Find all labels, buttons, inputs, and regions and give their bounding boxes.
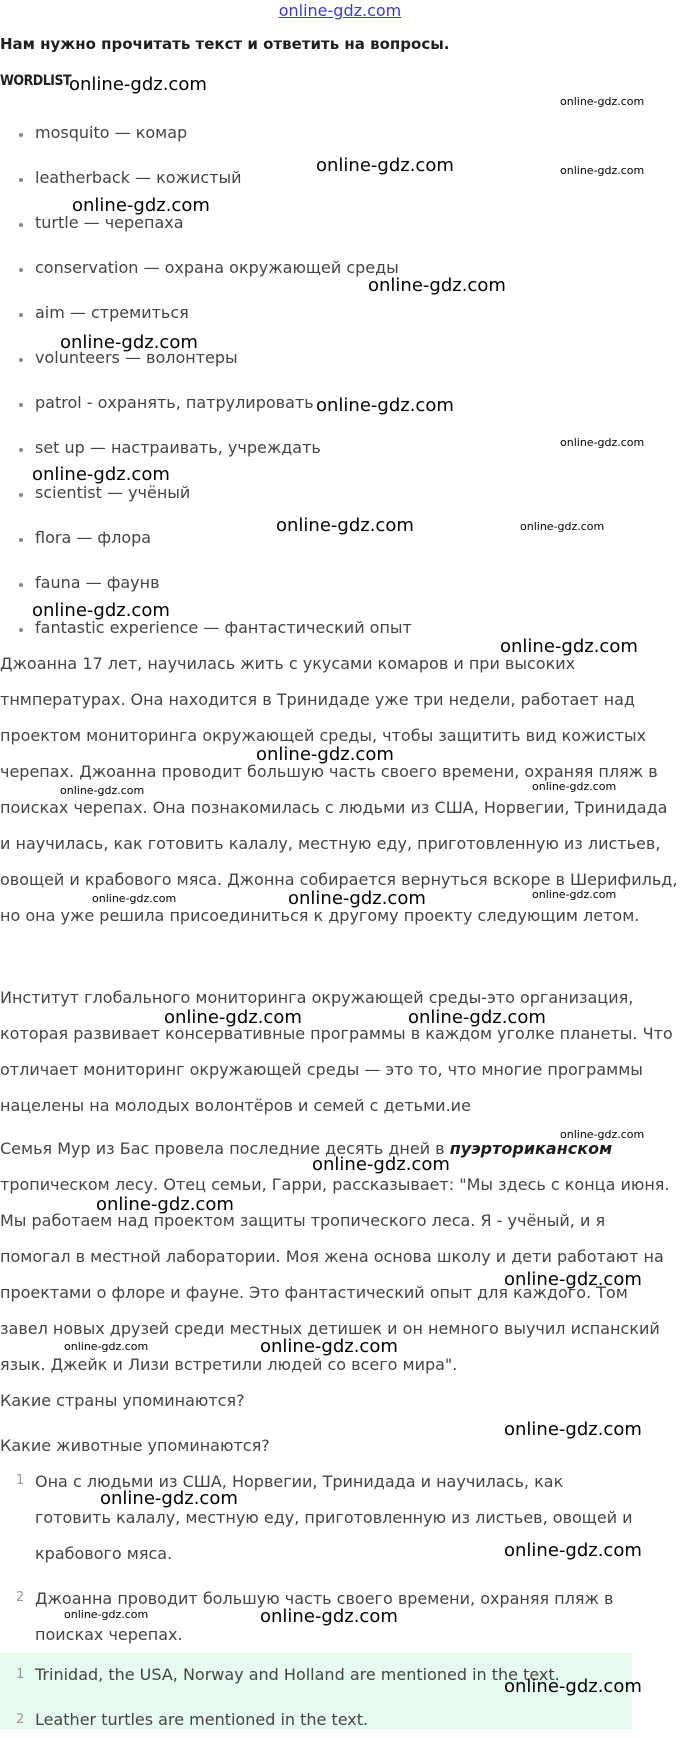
watermark: online-gdz.com [504,1269,642,1290]
watermark: online-gdz.com [260,1336,398,1357]
quote-text: Джоанна проводит большую часть своего времени, охраняя пляж в поисках черепах. [35,1589,614,1644]
watermark: online-gdz.com [260,1606,398,1627]
watermark: online-gdz.com [276,515,414,536]
paragraph-text: тропическом лесу. Отец семьи, Гарри, рассказывает: "Мы здесь с конца июня. Мы работаем над проектом защиты тропического леса. Я - учёный, и я помогал в местной лаборатории. Моя жена основа школу и дети работают на проектами о флоре и фауне. Это фантастический опыт для каждого. Том завел новых друзей среди местных детишек и он немного выучил испанский язык. Джейк и Лизи встретили людей со всего мира". [0,1175,670,1374]
watermark: online-gdz.com [60,332,198,353]
watermark: online-gdz.com [256,744,394,765]
watermark: online-gdz.com [316,395,454,416]
watermark: online-gdz.com [316,155,454,176]
watermark: online-gdz.com [100,1488,238,1509]
quote-number: 1 [16,1473,25,1488]
intro-heading: Нам нужно прочитать текст и ответить на вопросы. [0,35,450,53]
question-animals: Какие животные упоминаются? [0,1436,270,1455]
answer-text: Trinidad, the USA, Norway and Holland are mentioned in the text. [35,1665,560,1684]
watermark: online-gdz.com [64,1340,149,1353]
watermark: online-gdz.com [69,74,207,95]
wordlist-item: conservation — охрана окружающей среды [35,258,399,277]
answer-number: 2 [16,1712,25,1727]
paragraph-joanna: Джоанна 17 лет, научилась жить с укусами комаров и при высоких тнмпературах. Она находится в Тринидаде уже три недели, работает над проектом мониторинга окружающей среды, чтобы защитить вид кожистых черепах. Джоанна проводит большую часть своего времени, охраняя пляж в поисках черепах. Она познакомилась с людьми из США, Норвегии, Тринидада и научилась, как готовить калалу, местную еду, приготовленную из листьев, овощей и крабового мяса. Джонна собирается вернуться вскоре в Шерифильд, но она уже решила присоединиться к другому проекту следующим летом. [0,654,678,925]
wordlist-item: leatherback — кожистый [35,168,242,187]
wordlist-item: turtle — черепаха [35,213,184,232]
paragraph-institute: Институт глобального мониторинга окружающей среды-это организация, которая развивает консервативные программы в каждом уголке планеты. Что отличает мониторинг окружающей среды — это то, что многие программы нацелены на молодых волонтёров и семей с детьми.ие [0,988,673,1115]
watermark: online-gdz.com [96,1194,234,1215]
question-countries: Какие страны упоминаются? [0,1391,245,1410]
wordlist-item: set up — настраивать, учреждать [35,438,321,457]
emphasis-puerto-rican: пуэрториканском [449,1139,613,1158]
watermark: online-gdz.com [560,95,645,108]
watermark: online-gdz.com [500,636,638,657]
watermark: online-gdz.com [64,1608,149,1621]
watermark: online-gdz.com [92,892,177,905]
watermark: online-gdz.com [312,1154,450,1175]
watermark: online-gdz.com [560,164,645,177]
watermark: online-gdz.com [560,436,645,449]
wordlist-item: aim — стремиться [35,303,189,322]
watermark: online-gdz.com [368,275,506,296]
watermark: online-gdz.com [60,784,145,797]
watermark: online-gdz.com [288,888,426,909]
wordlist-item: patrol - охранять, патрулировать [35,393,314,412]
answer-text: Leather turtles are mentioned in the text. [35,1710,369,1729]
watermark: online-gdz.com [532,780,617,793]
wordlist-item: fauna — фаунв [35,573,160,592]
quote-text: Она с людьми из США, Норвегии, Тринидада и научилась, как готовить калалу, местную еду, приготовленную из листьев, овощей и крабового мяса. [35,1472,633,1563]
wordlist-item: fantastic experience — фантастический опыт [35,618,412,637]
quote-number: 2 [16,1590,25,1605]
watermark: online-gdz.com [560,1128,645,1141]
wordlist-title: WORDLIST [0,73,72,89]
watermark: online-gdz.com [32,464,170,485]
watermark: online-gdz.com [504,1419,642,1440]
paragraph-text: Семья Мур из Бас провела последние десять дней в [0,1139,450,1158]
watermark: online-gdz.com [72,195,210,216]
watermark: online-gdz.com [408,1007,546,1028]
wordlist-item: mosquito — комар [35,123,188,142]
watermark: online-gdz.com [504,1540,642,1561]
wordlist-item: volunteers — волонтеры [35,348,238,367]
wordlist-item: flora — флора [35,528,152,547]
watermark: online-gdz.com [164,1007,302,1028]
watermark: online-gdz.com [532,888,617,901]
site-header-link[interactable]: online-gdz.com [278,1,402,20]
watermark: online-gdz.com [504,1676,642,1697]
answer-number: 1 [16,1667,25,1682]
watermark: online-gdz.com [520,520,605,533]
watermark: online-gdz.com [32,600,170,621]
wordlist-item: scientist — учёный [35,483,191,502]
